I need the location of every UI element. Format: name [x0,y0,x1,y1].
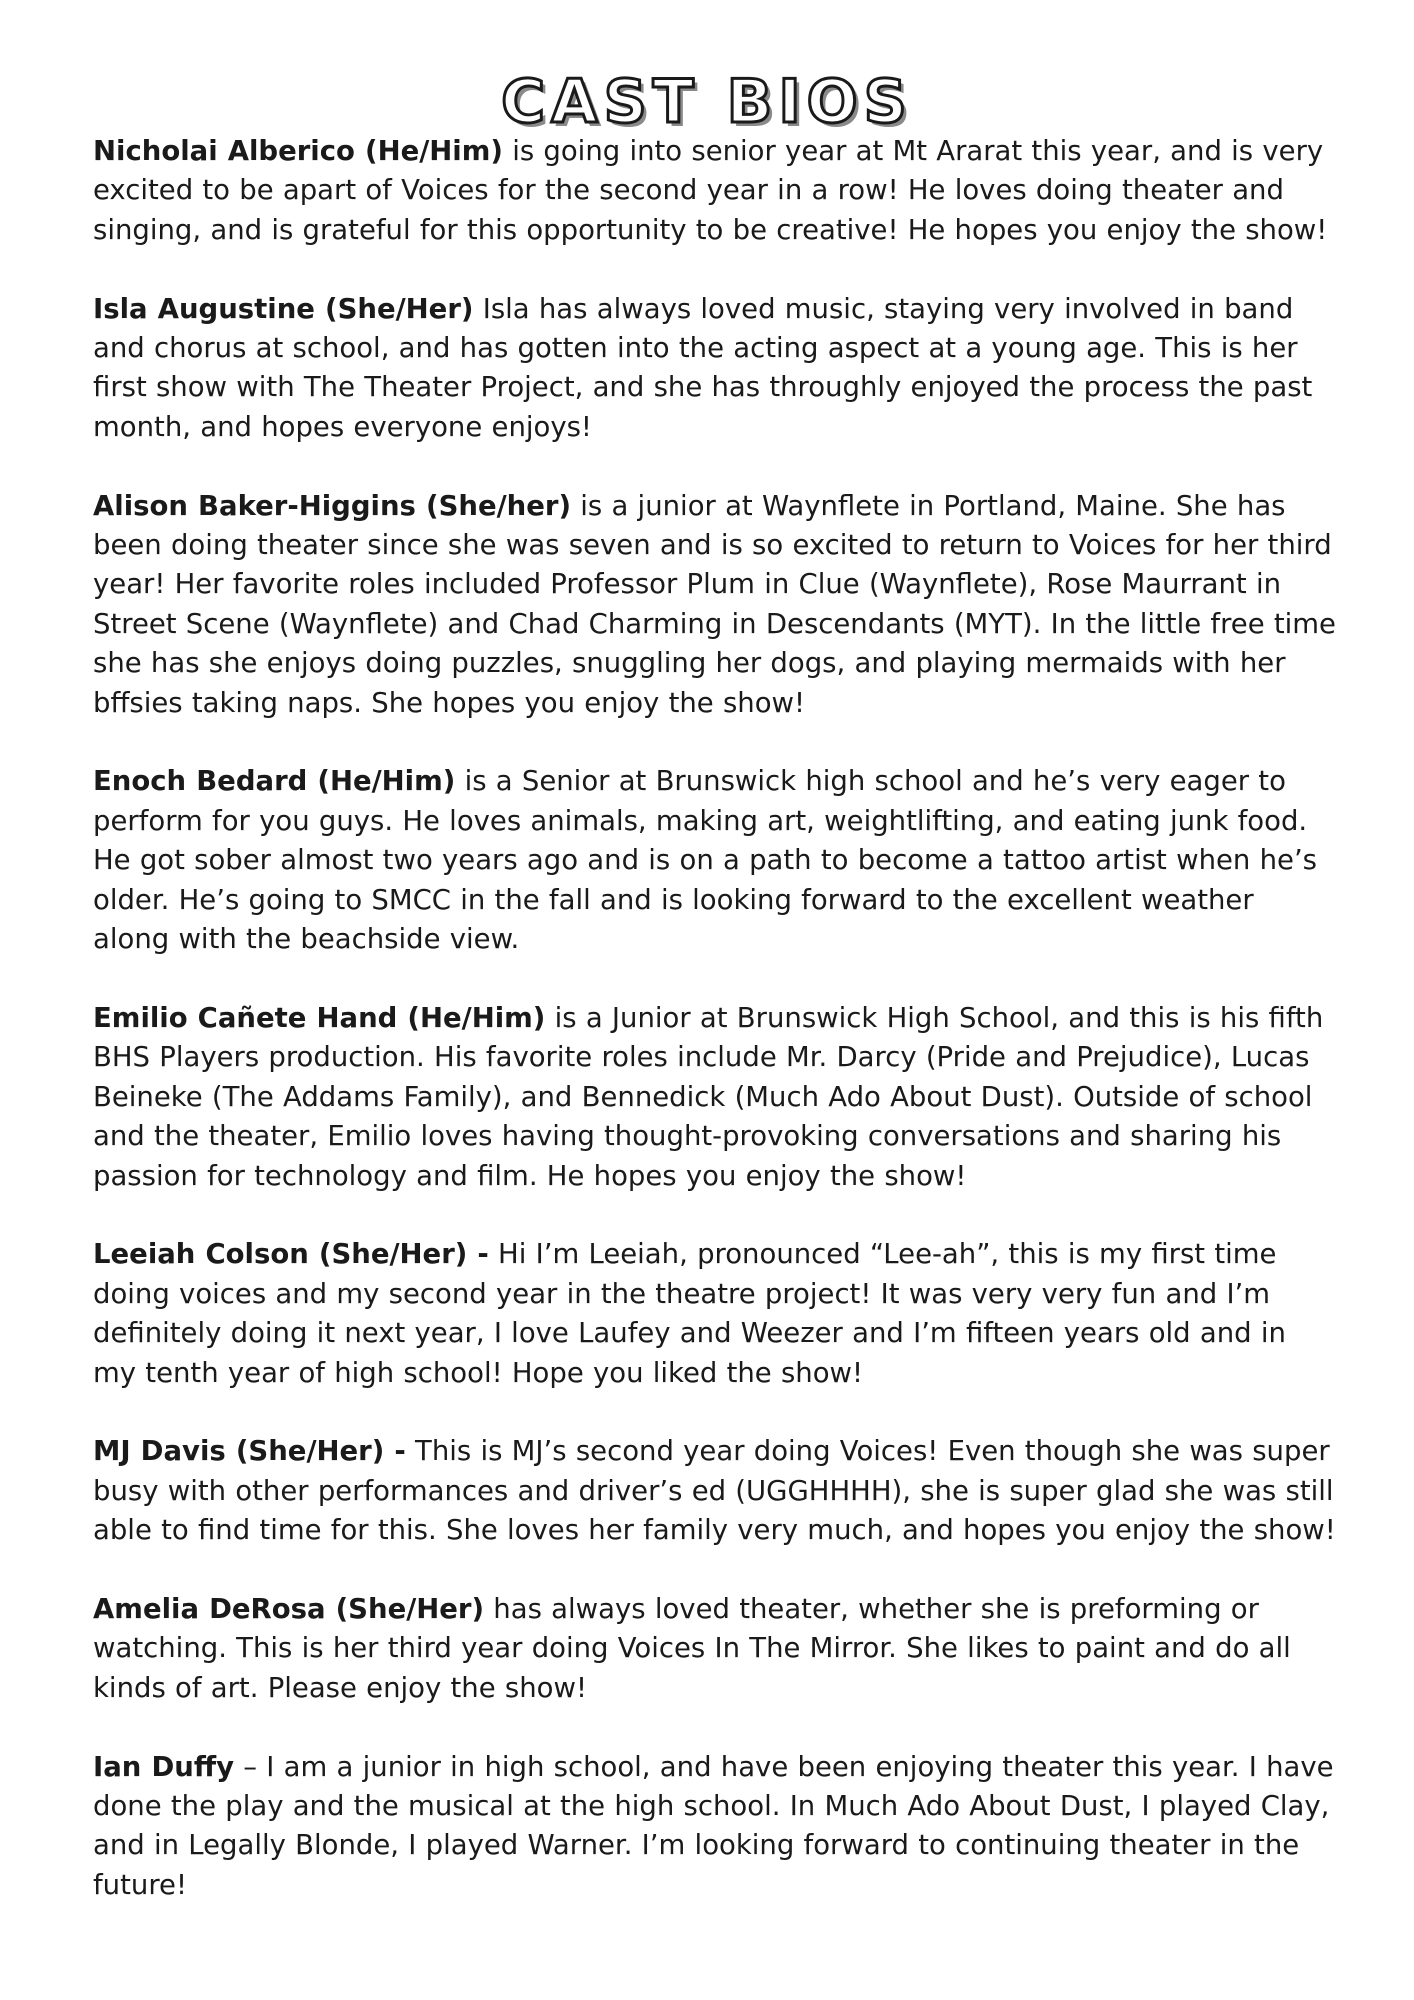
bio-text: This is MJ’s second year doing Voices! Even though she was super busy with other performances and driver’s ed (UGGHHHH), she is super glad she was still able to find time for this. She loves her family very much, and hopes you enjoy the show! [93,1435,1336,1547]
bio-text: has always loved theater, whether she is preforming or watching. This is her third year doing Voices In The Mirror. She likes to paint and do all kinds of art. Please enjoy the show! [93,1592,1291,1704]
bio-text: Hi I’m Leeiah, pronounced “Lee-ah”, this is my first time doing voices and my second year in the theatre project! It was very very fun and I’m definitely doing it next year, I love Laufey and Weezer and I’m fifteen years old and in my tenth year of high school! Hope you liked the show! [93,1238,1286,1389]
page-title: CAST BIOS [501,67,913,137]
bio-paragraph [93,290,1338,448]
bio-text: is a junior at Waynflete in Portland, Maine. She has been doing theater since she was seven and is so excited to return to Voices for her third year! Her favorite roles included Professor Plum in Clue (Waynflete), Rose Maurrant in Street Scene (Waynflete) and Chad Charming in Descendants (MYT). In the little free time she has she enjoys doing puzzles, snuggling her dogs, and playing mermaids with her bffsies taking naps. She hopes you enjoy the show! [93,489,1336,719]
bio-paragraph [93,132,1338,250]
cast-member-name: Amelia DeRosa (She/Her) [93,1592,485,1625]
cast-member-name: MJ Davis (She/Her) - [93,1435,406,1468]
bio-paragraph [93,762,1338,959]
bio-text: – I am a junior in high school, and have been enjoying theater this year. I have done the play and the musical at the high school. In Much Ado About Dust, I played Clay, and in Legally Blonde, I played Warner. I’m looking forward to continuing theater in the future! [93,1750,1334,1901]
cast-member-name: Leeiah Colson (She/Her) - [93,1238,489,1271]
cast-member-name: Nicholai Alberico (He/Him) [93,135,503,167]
cast-member-name: Enoch Bedard (He/Him) [93,765,456,798]
cast-bios-list [93,132,1338,1945]
bio-text: is a Junior at Brunswick High School, and this is his fifth BHS Players production. His favorite roles include Mr. Darcy (Pride and Prejudice), Lucas Beineke (The Addams Family), and Bennedick (Much Ado About Dust). Outside of school and the theater, Emilio loves having thought-provoking conversations and sharing his passion for technology and film. He hopes you enjoy the show! [93,1001,1324,1192]
bio-paragraph [93,1235,1338,1393]
bio-paragraph [93,1432,1338,1550]
cast-member-name: Emilio Cañete Hand (He/Him) [93,1001,546,1034]
cast-member-name: Isla Augustine (She/Her) [93,292,474,325]
bio-paragraph [93,487,1338,723]
bio-text: is a Senior at Brunswick high school and he’s very eager to perform for you guys. He loves animals, making art, weightlifting, and eating junk food. He got sober almost two years ago and is on a path to become a tattoo artist when he’s older. He’s going to SMCC in the fall and is looking forward to the excellent weather along with the beachside view. [93,765,1318,956]
bio-paragraph [93,999,1338,1196]
bio-text: is going into senior year at Mt Ararat this year, and is very excited to be apart of Voices for the second year in a row! He loves doing theater and singing, and is grateful for this opportunity to be creative! He hopes you enjoy the show! [93,135,1328,246]
bio-text: Isla has always loved music, staying very involved in band and chorus at school, and has gotten into the acting aspect at a young age. This is her first show with The Theater Project, and she has throughly enjoyed the process the past month, and hopes everyone enjoys! [93,292,1313,443]
bio-paragraph [93,1590,1338,1708]
cast-member-name: Alison Baker-Higgins (She/her) [93,489,572,522]
bio-paragraph [93,1748,1338,1906]
cast-member-name: Ian Duffy [93,1750,235,1783]
